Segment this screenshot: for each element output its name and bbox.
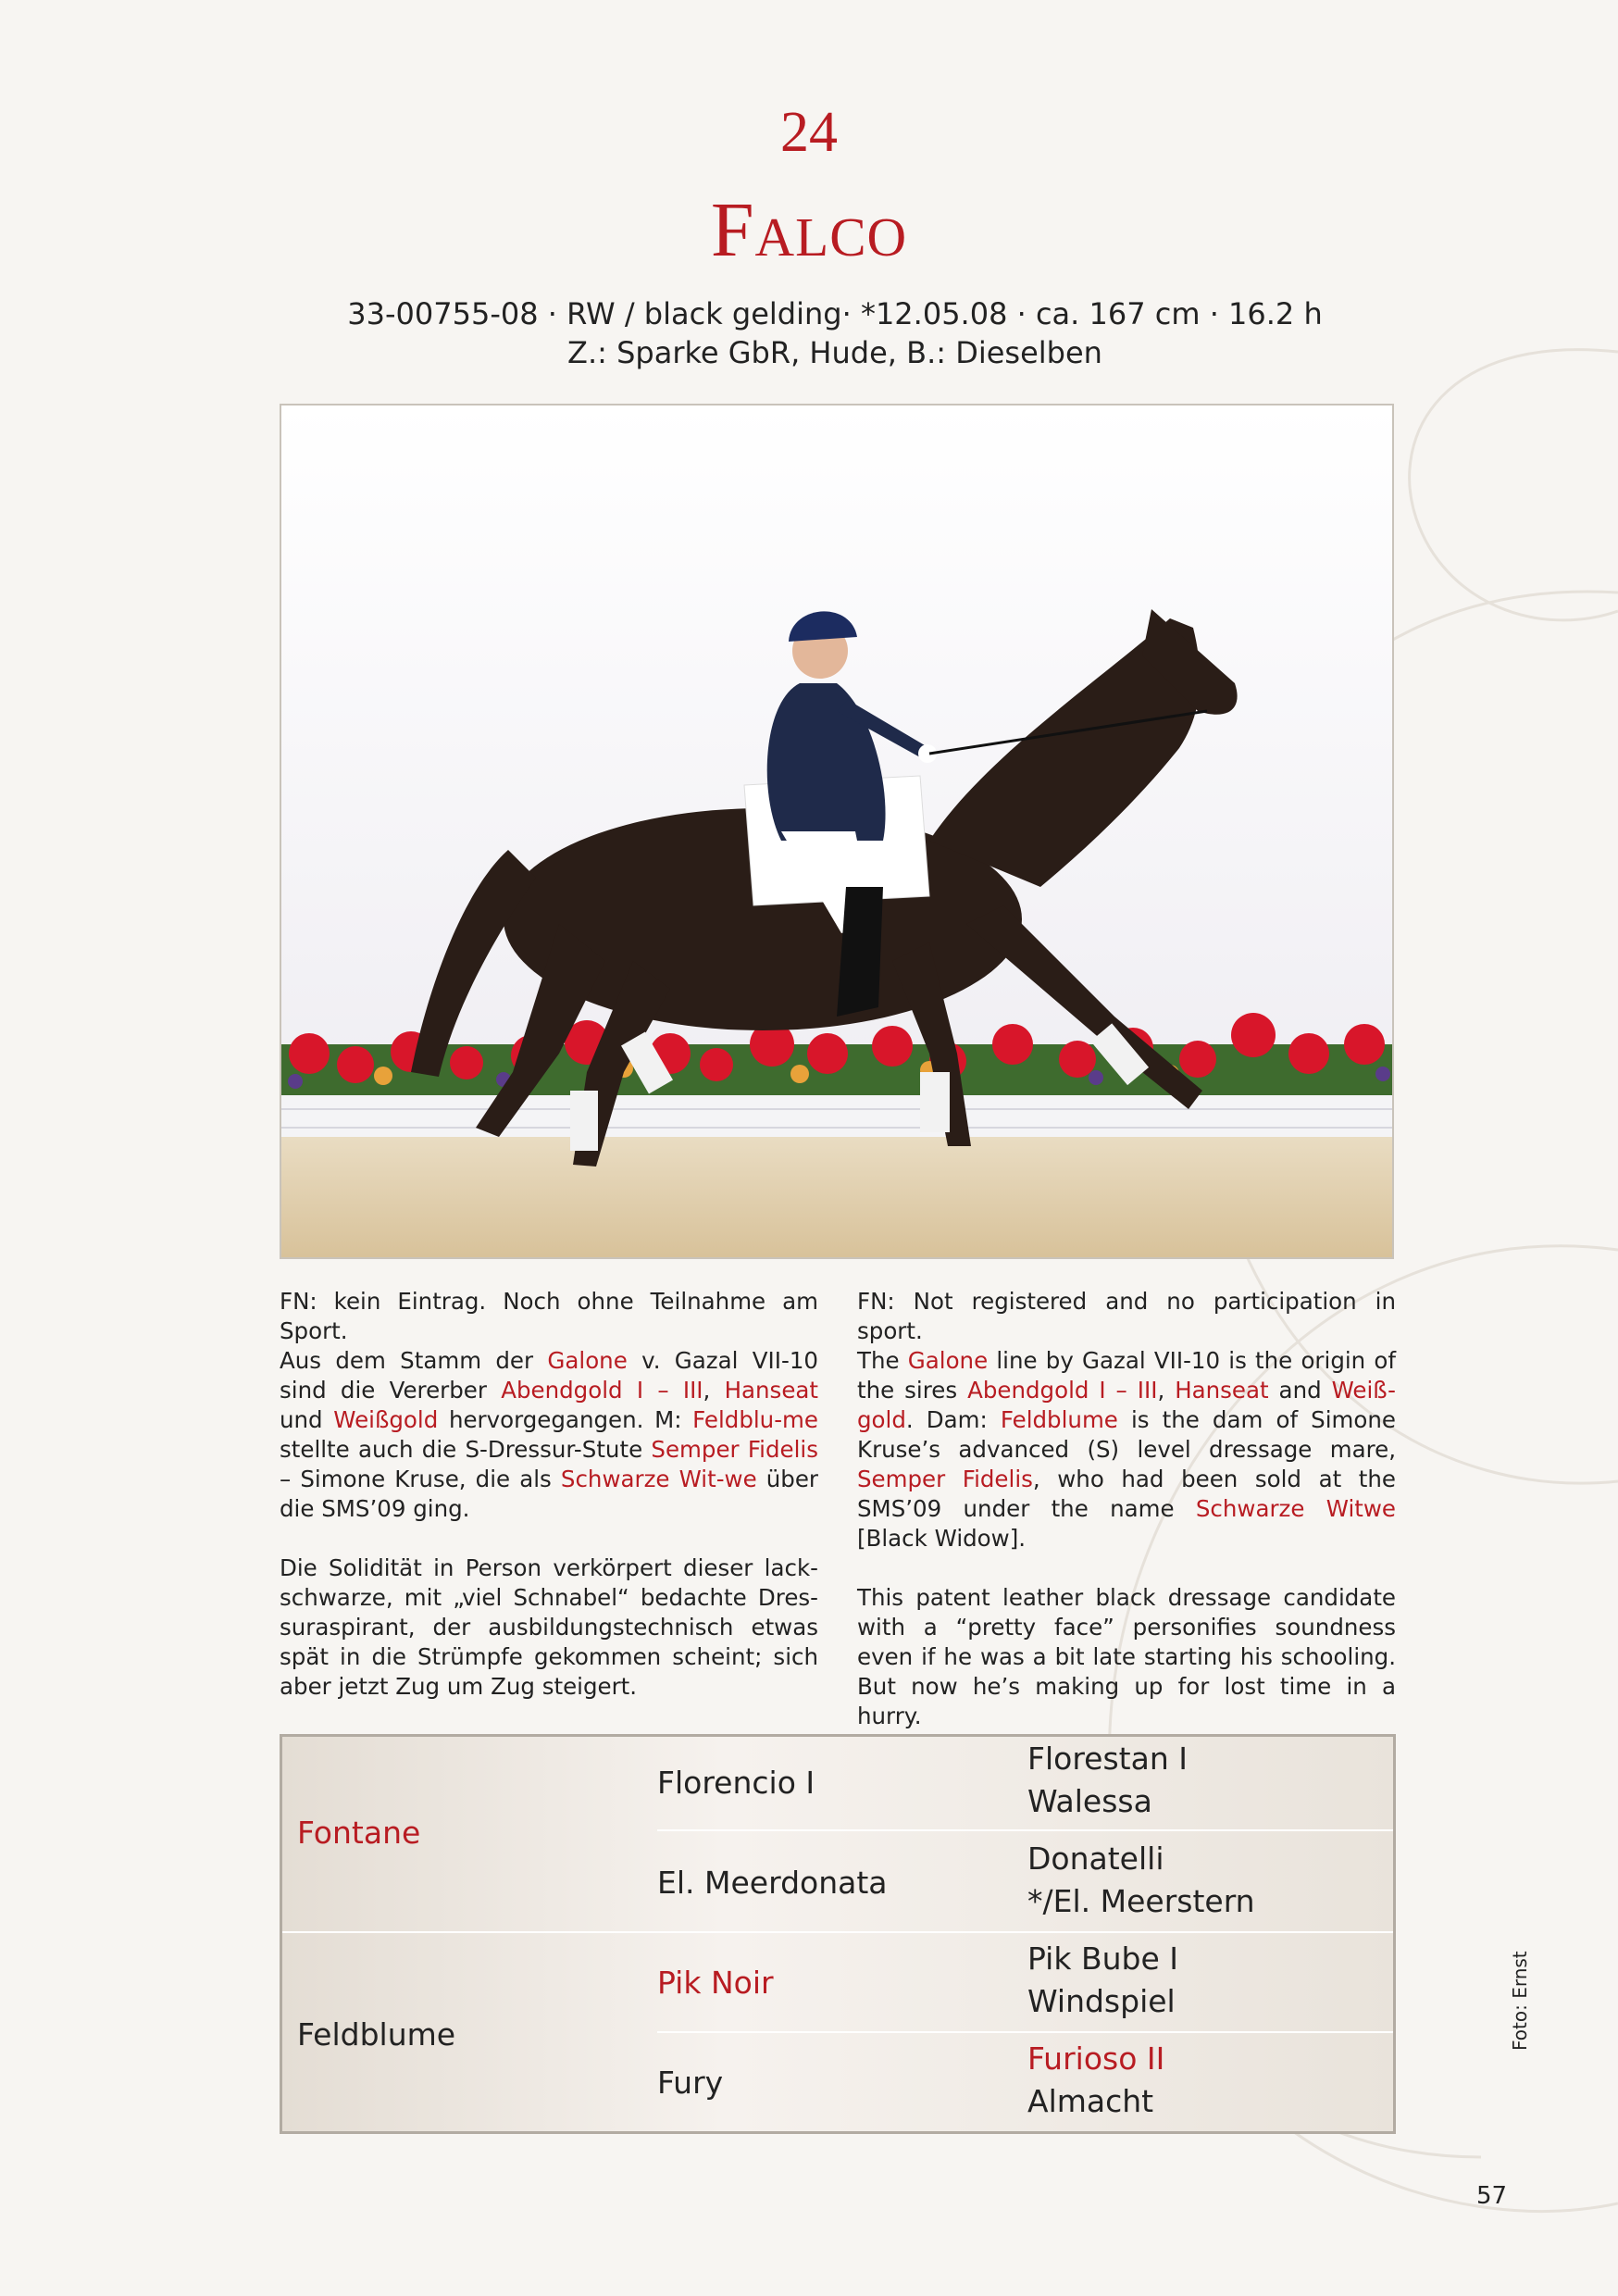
pedigree-sire-dam: El. Meerdonata [657, 1865, 888, 1901]
horse-details [0, 294, 1618, 372]
text-en-seg: . Dam: [905, 1406, 1001, 1433]
text-en-highlight: Semper Fidelis [857, 1466, 1033, 1492]
text-german-paragraph-1 [280, 1287, 818, 1524]
pedigree-sire-sire: Florencio I [657, 1765, 815, 1801]
page-number: 57 [1476, 2182, 1508, 2210]
text-en-seg: The [857, 1347, 908, 1374]
text-de-seg: und [280, 1406, 334, 1433]
pedigree-ggp-7: Furioso II [1027, 2040, 1165, 2077]
text-de-seg: stellte auch die S-Dressur-Stute [280, 1436, 652, 1463]
text-de-fn: FN: kein Eintrag. Noch ohne Teilnahme am Sport. [280, 1288, 818, 1344]
text-en-seg: , [1157, 1377, 1176, 1404]
text-de-highlight: Weißgold [333, 1406, 439, 1433]
pedigree-ggp-8: Almacht [1027, 2083, 1154, 2119]
text-english-paragraph-1 [857, 1287, 1396, 1554]
text-de-highlight: Schwarze Wit-we [560, 1466, 757, 1492]
text-en-highlight: Weiß-gold [857, 1377, 1397, 1433]
text-english-paragraph-2: This patent leather black dressage candidate with a “pretty face” personifies soundness even if he was a bit late starting his schooling. But now he’s making up for lost time in a hurry. [857, 1584, 1396, 1729]
text-de-seg: Aus dem Stamm der [280, 1347, 548, 1374]
photo-credit: Foto: Ernst [1509, 1951, 1531, 2051]
text-en-seg: and [1268, 1377, 1332, 1404]
pedigree-dam-dam: Fury [657, 2065, 724, 2101]
horse-photo [280, 404, 1394, 1259]
pedigree-table [280, 1734, 1396, 2134]
text-de-highlight: Feldblu-me [692, 1406, 818, 1433]
text-de-seg: , [703, 1377, 725, 1404]
text-german-paragraph-2: Die Solidität in Person verkörpert dieser lack-schwarze, mit „viel Schnabel“ bedachte Dres-suraspirant, der ausbildungstechnisch etwas spät in die Strümpfe gekommen scheint; sich aber jetzt Zug um Zug steigert. [280, 1554, 818, 1700]
pedigree-divider [657, 1829, 1393, 1831]
pedigree-dam: Feldblume [297, 2016, 456, 2053]
text-en-seg: line by Gazal VII-10 is the origin of the sires [857, 1347, 1397, 1404]
pedigree-ggp-2: Walessa [1027, 1783, 1152, 1819]
details-line-2: Z.: Sparke GbR, Hude, B.: Dieselben [567, 335, 1102, 370]
text-en-highlight: Feldblume [1000, 1406, 1118, 1433]
pedigree-divider [657, 2031, 1393, 2033]
text-en-highlight: Abendgold I – III [967, 1377, 1158, 1404]
pedigree-ggp-3: Donatelli [1027, 1841, 1164, 1877]
text-english [857, 1287, 1396, 1761]
text-en-highlight: Hanseat [1175, 1377, 1269, 1404]
text-en-highlight: Galone [907, 1347, 989, 1374]
text-de-highlight: Semper Fidelis [651, 1436, 818, 1463]
text-en-seg: is the dam of Simone Kruse’s advanced (S) level dressage mare, [857, 1406, 1396, 1463]
text-en-highlight: Schwarze Witwe [1195, 1495, 1396, 1522]
text-de-seg: hervorgegangen. M: [438, 1406, 693, 1433]
text-de-seg: über die SMS’09 ging. [280, 1466, 818, 1522]
text-german [280, 1287, 818, 1731]
pedigree-ggp-5: Pik Bube I [1027, 1940, 1178, 1977]
text-de-highlight: Galone [547, 1347, 628, 1374]
horse-name: Falco [710, 187, 908, 273]
pedigree-sire: Fontane [297, 1815, 421, 1851]
lot-number: 24 [780, 101, 838, 164]
text-en-seg: [Black Widow]. [857, 1525, 1027, 1552]
text-de-highlight: Abendgold I – III [501, 1377, 703, 1404]
horse-photo-illustration [281, 406, 1392, 1257]
pedigree-ggp-1: Florestan I [1027, 1741, 1188, 1777]
text-de-seg: v. Gazal VII-10 sind die Vererber [280, 1347, 819, 1404]
text-en-seg: , who had been sold at the SMS’09 under the name [857, 1466, 1396, 1522]
text-en-fn: FN: Not registered and no participation in sport. [857, 1288, 1396, 1344]
pedigree-ggp-4: */El. Meerstern [1027, 1883, 1255, 1919]
details-line-1: 33-00755-08 · RW / black gelding· *12.05.08 · ca. 167 cm · 16.2 h [347, 296, 1323, 331]
pedigree-dam-sire: Pik Noir [657, 1965, 774, 2001]
pedigree-ggp-6: Windspiel [1027, 1983, 1176, 2019]
text-de-seg: – Simone Kruse, die als [280, 1466, 561, 1492]
text-de-highlight: Hanseat [724, 1377, 819, 1404]
pedigree-divider [282, 1931, 1393, 1933]
